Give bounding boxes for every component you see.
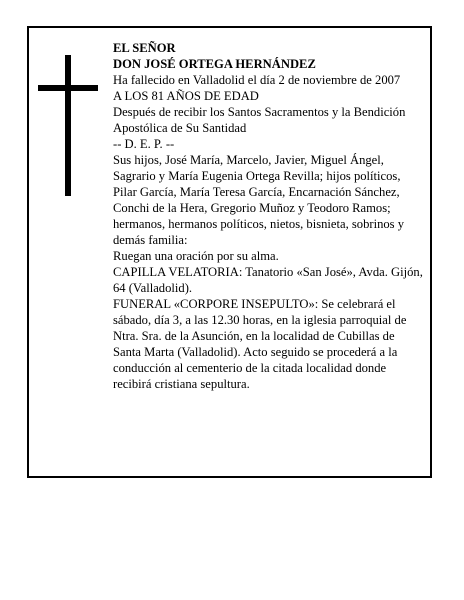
funeral-info: FUNERAL «CORPORE INSEPULTO»: Se celebrará el sábado, día 3, a las 12.30 horas, en la iglesia parroquial de Ntra. Sra. de la Asunción, en la localidad de Cubillas de Santa Marta (Valladolid). Acto seguido se procederá a la conducción al cementerio de la citada localidad donde recibirá cristiana sepultura. (113, 297, 407, 391)
chapel-info: CAPILLA VELATORIA: Tanatorio «San José», Avda. Gijón, 64 (Valladolid). (113, 265, 423, 295)
heading-title: EL SEÑOR (113, 41, 176, 55)
prayer-request: Ruegan una oración por su alma. (113, 249, 279, 263)
cross-vertical-bar (65, 55, 71, 196)
death-info: Ha fallecido en Valladolid el día 2 de noviembre de 2007 (113, 73, 401, 87)
cross-horizontal-bar (38, 85, 98, 91)
deceased-name: DON JOSÉ ORTEGA HERNÁNDEZ (113, 57, 316, 71)
sacraments-text: Después de recibir los Santos Sacramentos y la Bendición Apostólica de Su Santidad (113, 105, 406, 135)
rip-line: -- D. E. P. -- (113, 137, 175, 151)
obituary-text (113, 40, 425, 392)
age-at-death: A LOS 81 AÑOS DE EDAD (113, 89, 259, 103)
cross-icon (38, 55, 98, 196)
family-list: Sus hijos, José María, Marcelo, Javier, Miguel Ángel, Sagrario y María Eugenia Ortega Revilla; hijos políticos, Pilar García, María Teresa García, Encarnación Sánchez, Conchi de la Hera, Gregorio Muñoz y Teodoro Ramos; hermanos, hermanos políticos, nietos, bisnieta, sobrinos y demás familia: (113, 153, 405, 247)
